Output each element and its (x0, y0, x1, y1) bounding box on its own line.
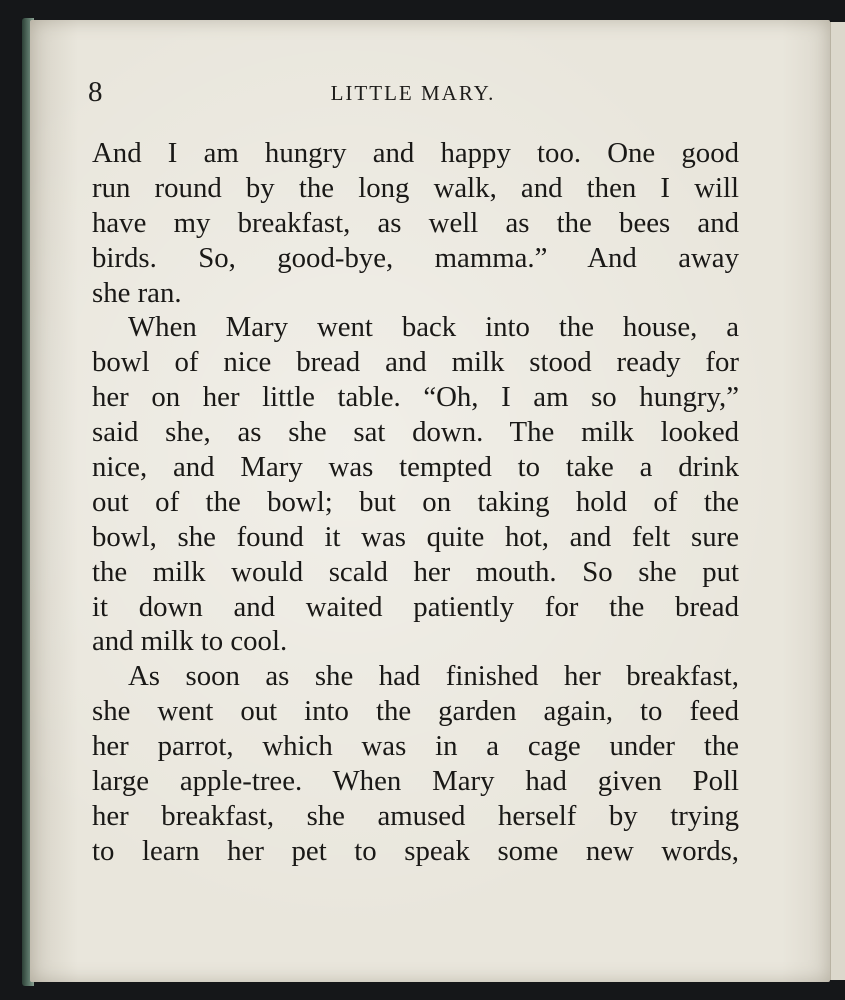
text-line: she went out into the garden again, to feed (92, 695, 739, 728)
text-line: large apple-tree. When Mary had given Poll (92, 765, 739, 798)
paragraph-3 (92, 659, 739, 868)
page-header (88, 76, 738, 116)
text-line: out of the bowl; but on taking hold of the (92, 485, 739, 518)
text-line: When Mary went back into the house, a (128, 311, 739, 344)
text-line: she ran. (92, 276, 182, 309)
paragraph-1 (92, 136, 739, 310)
text-line: her parrot, which was in a cage under the (92, 730, 739, 763)
text-line: birds. So, good-bye, mamma.” And away (92, 241, 739, 274)
text-line: her on her little table. “Oh, I am so hungry,” (92, 381, 739, 414)
text-line: nice, and Mary was tempted to take a drink (92, 451, 739, 484)
text-line: As soon as she had finished her breakfast, (128, 660, 739, 693)
text-line: run round by the long walk, and then I will (92, 171, 739, 204)
text-line: and milk to cool. (92, 625, 288, 658)
running-title: LITTLE MARY. (330, 81, 496, 105)
text-line: her breakfast, she amused herself by trying (92, 799, 739, 832)
text-line: said she, as she sat down. The milk looked (92, 416, 739, 449)
text-line: have my breakfast, as well as the bees and (92, 206, 739, 239)
paragraph-2 (92, 310, 739, 659)
facing-page-edge (830, 22, 845, 980)
text-line: And I am hungry and happy too. One good (92, 137, 739, 169)
text-line: it down and waited patiently for the bread (92, 590, 739, 623)
page-number: 8 (88, 76, 103, 108)
text-line: to learn her pet to speak some new words, (92, 834, 739, 867)
text-line: bowl of nice bread and milk stood ready for (92, 346, 739, 379)
text-line: the milk would scald her mouth. So she put (92, 555, 739, 588)
text-line: bowl, she found it was quite hot, and felt sure (92, 520, 739, 553)
body-text (92, 136, 739, 869)
